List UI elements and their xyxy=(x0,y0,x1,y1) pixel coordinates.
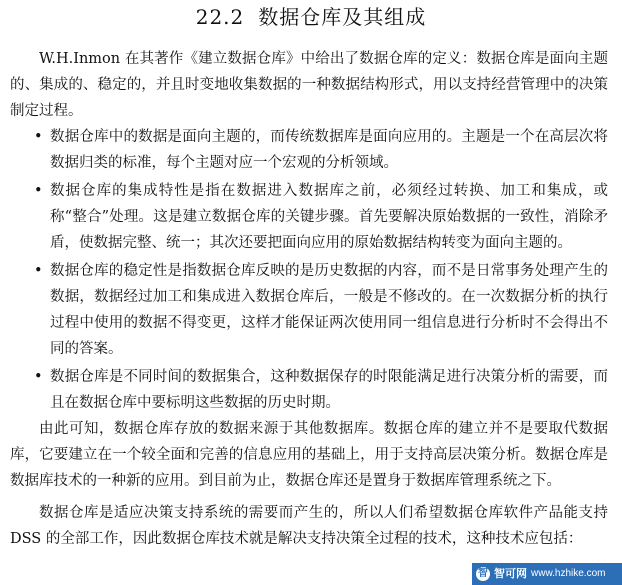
watermark-logo-icon: 智 xyxy=(478,568,488,579)
bullet-marker: • xyxy=(34,263,43,279)
list-item-text: 数据仓库的集成特性是指在数据进入数据库之前，必须经过转换、加工和集成，或称“整合”处理。这是建立数据仓库的关键步骤。首先要解决原始数据的一致性，消除矛盾，使数据完整、统一；其次还要把面向应用的原始数据结构转变为面向主题的。 xyxy=(50,183,608,251)
bullet-marker: • xyxy=(34,129,43,145)
bullet-list xyxy=(10,124,608,416)
intro-paragraph: W.H.Inmon 在其著作《建立数据仓库》中给出了数据仓库的定义：数据仓库是面向主题的、集成的、稳定的，并且时变地收集数据的一种数据结构形式，用以支持经营管理中的决策制定过程。 xyxy=(10,51,608,119)
list-item-text: 数据仓库的稳定性是指数据仓库反映的是历史数据的内容，而不是日常事务处理产生的数据，数据经过加工和集成进入数据仓库后，一般是不修改的。在一次数据分析的执行过程中使用的数据不得变更，这样才能保证两次使用同一组信息进行分析时不会得出不同的答案。 xyxy=(50,263,608,357)
list-item-text: 数据仓库是不同时间的数据集合，这种数据保存的时限能满足进行决策分析的需要，而且在数据仓库中要标明这些数据的历史时期。 xyxy=(50,369,608,411)
list-item xyxy=(34,178,608,256)
list-item xyxy=(34,364,608,416)
watermark-url: www.hzhike.com xyxy=(531,568,606,579)
list-item xyxy=(34,124,608,176)
section-number: 22.2 xyxy=(195,5,245,29)
dss-paragraph: 数据仓库是适应决策支持系统的需要而产生的，所以人们希望数据仓库软件产品能支持 DSS 的全部工作，因此数据仓库技术就是解决支持决策全过程的技术，这种技术应包括： xyxy=(10,505,608,547)
section-heading xyxy=(0,2,622,32)
bullet-marker: • xyxy=(34,183,43,199)
list-item-text: 数据仓库中的数据是面向主题的，而传统数据库是面向应用的。主题是一个在高层次将数据归类的标准，每个主题对应一个宏观的分析领域。 xyxy=(50,129,608,171)
site-watermark xyxy=(472,563,622,585)
section-title: 数据仓库及其组成 xyxy=(258,5,427,29)
bullet-marker: • xyxy=(34,369,43,385)
watermark-brand: 智可网 xyxy=(494,568,527,580)
list-item xyxy=(34,258,608,362)
summary-paragraph: 由此可知，数据仓库存放的数据来源于其他数据库。数据仓库的建立并不是要取代数据库，它要建立在一个较全面和完善的信息应用的基础上，用于支持高层决策分析。数据仓库是数据库技术的一种新的应用。到目前为止，数据仓库还是置身于数据库管理系统之下。 xyxy=(10,421,608,489)
body-text xyxy=(10,46,608,552)
